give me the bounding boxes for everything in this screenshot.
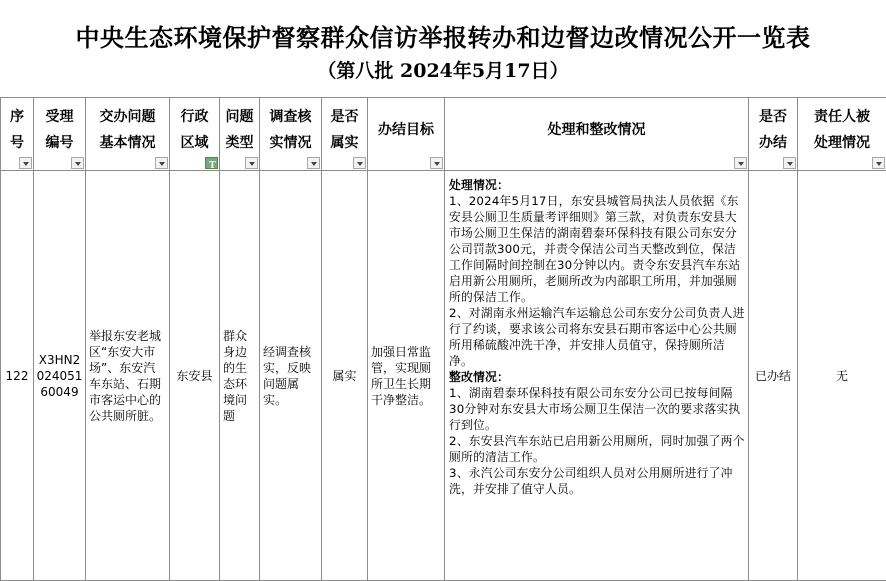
cell-true: 属实 <box>322 171 368 581</box>
rectify-heading: 整改情况： <box>449 369 745 385</box>
filter-dropdown-icon[interactable] <box>353 157 366 169</box>
report-table <box>0 97 886 581</box>
filter-dropdown-icon[interactable] <box>872 157 885 169</box>
title-area <box>0 0 886 98</box>
header-seq: 序 号 <box>1 98 34 171</box>
header-goal: 办结目标 <box>368 98 445 171</box>
page-subtitle: （第八批 2024年5月17日） <box>0 56 886 83</box>
filter-dropdown-icon[interactable] <box>71 157 84 169</box>
cell-problem: 举报东安老城区“东安大市场”、东安汽车东站、石期市客运中心的公共厕所脏。 <box>86 171 170 581</box>
cell-handling <box>445 171 749 581</box>
header-type: 问题 类型 <box>220 98 260 171</box>
cell-seq: 122 <box>1 171 34 581</box>
cell-verify: 经调查核实，反映问题属实。 <box>260 171 322 581</box>
rectify-item: 1、湖南碧泰环保科技有限公司东安分公司已按每间隔30分钟对东安县大市场公厕卫生保洁一次的要求落实执行到位。 <box>449 385 745 433</box>
cell-case-no: X3HN202405160049 <box>34 171 86 581</box>
cell-resp: 无 <box>798 171 886 581</box>
rectify-item: 3、永汽公司东安分公司组织人员对公用厕所进行了冲洗，并安排了值守人员。 <box>449 465 745 497</box>
filter-dropdown-icon[interactable] <box>245 157 258 169</box>
header-row <box>1 98 886 171</box>
page-title: 中央生态环境保护督察群众信访举报转办和边督边改情况公开一览表 <box>0 18 886 53</box>
header-resp: 责任人被 处理情况 <box>798 98 886 171</box>
header-region: 行政 区域 T <box>170 98 220 171</box>
header-problem: 交办问题 基本情况 <box>86 98 170 171</box>
filter-active-icon[interactable] <box>205 157 218 169</box>
cell-goal: 加强日常监管，实现厕所卫生长期干净整洁。 <box>368 171 445 581</box>
filter-dropdown-icon[interactable] <box>783 157 796 169</box>
cell-done: 已办结 <box>749 171 798 581</box>
header-done: 是否 办结 <box>749 98 798 171</box>
handling-heading: 处理情况： <box>449 177 745 193</box>
filter-dropdown-icon[interactable] <box>155 157 168 169</box>
cell-region: 东安县 <box>170 171 220 581</box>
header-case-no: 受理 编号 <box>34 98 86 171</box>
header-handling: 处理和整改情况 <box>445 98 749 171</box>
filter-dropdown-icon[interactable] <box>430 157 443 169</box>
handling-item: 2、对湖南永州运输汽车运输总公司东安分公司负责人进行了约谈，要求该公司将东安县石期市客运中心公共厕所用稀硫酸冲洗干净，并安排人员值守，保持厕所洁净。 <box>449 305 745 369</box>
header-verify: 调查核 实情况 <box>260 98 322 171</box>
filter-dropdown-icon[interactable] <box>734 157 747 169</box>
table-row <box>1 171 886 581</box>
rectify-item: 2、东安县汽车东站已启用新公用厕所，同时加强了两个厕所的清洁工作。 <box>449 433 745 465</box>
handling-item: 1、2024年5月17日，东安县城管局执法人员依据《东安县公厕卫生质量考评细则》第三款，对负责东安县大市场公厕卫生保洁的湖南碧泰环保科技有限公司东安分公司罚款300元，并责令保洁公司当天整改到位，保洁工作间隔时间控制在30分钟以内。责令东安县汽车东站启用新公用厕所，老厕所改为内部职工所用，并加强厕所的保洁工作。 <box>449 193 745 305</box>
filter-dropdown-icon[interactable] <box>307 157 320 169</box>
cell-type: 群众身边的生态环境问题 <box>220 171 260 581</box>
header-true: 是否 属实 <box>322 98 368 171</box>
filter-dropdown-icon[interactable] <box>19 157 32 169</box>
